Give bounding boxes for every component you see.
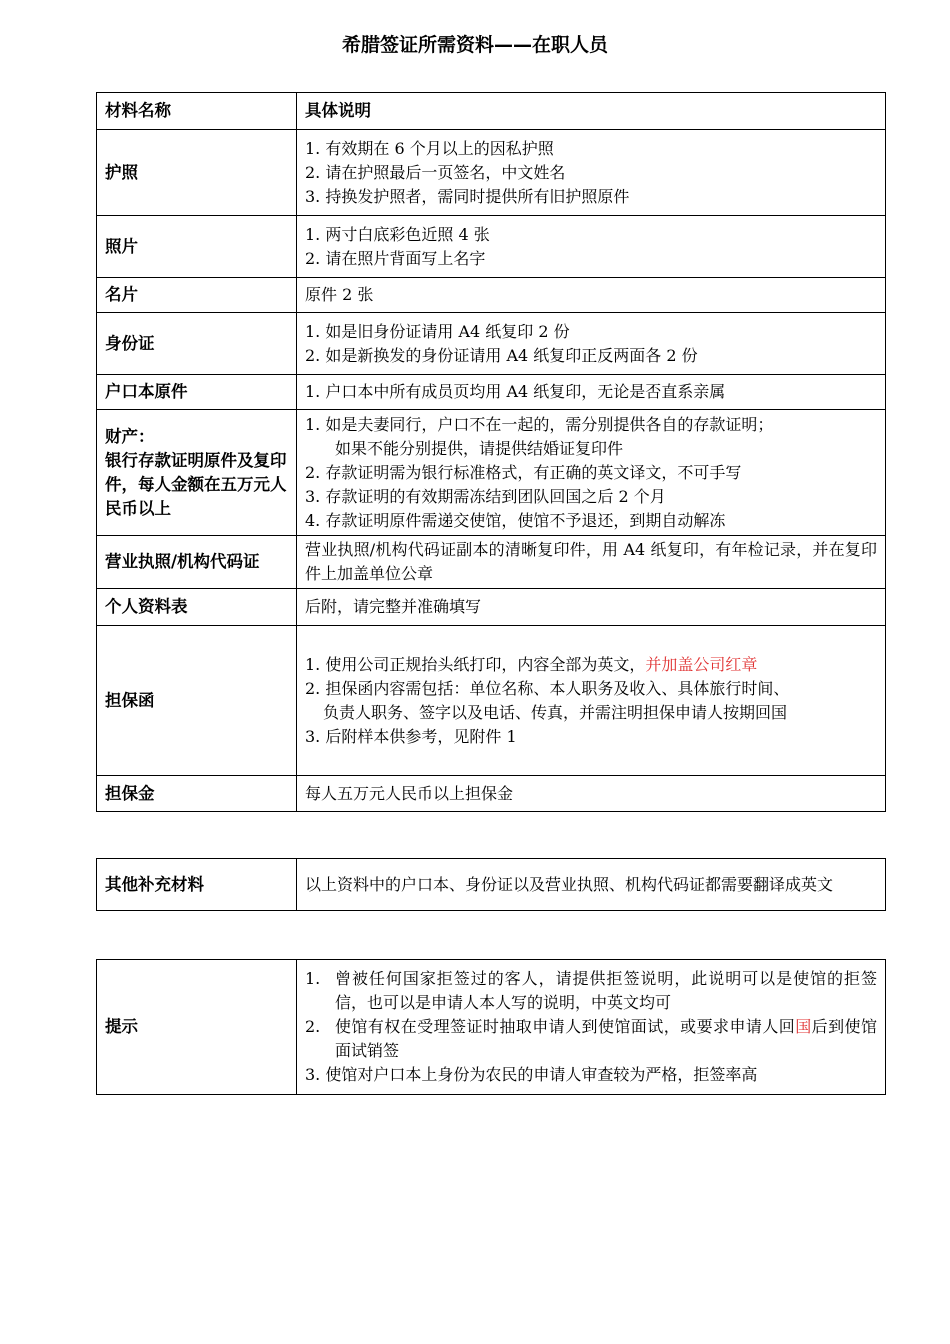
materials-table [96, 92, 886, 812]
desc-business-card: 原件 2 张 [297, 278, 886, 313]
property-line-2: 2. 存款证明需为银行标准格式，有正确的英文译文，不可手写 [305, 462, 742, 482]
row-photo [97, 216, 886, 278]
row-id-card [97, 313, 886, 375]
passport-line-2: 2. 请在护照最后一页签名，中文姓名 [305, 162, 566, 182]
label-passport: 护照 [97, 130, 297, 216]
property-label-detail: 银行存款证明原件及复印件，每人金额在五万元人民币以上 [105, 450, 287, 518]
tip-item-2-content [335, 1015, 877, 1063]
guarantee-line-1 [305, 653, 877, 677]
label-business-card: 名片 [97, 278, 297, 313]
tip-item-2 [305, 1015, 877, 1063]
label-guarantee-letter: 担保函 [97, 626, 297, 776]
property-line-4: 4. 存款证明原件需递交使馆，使馆不予退还，到期自动解冻 [305, 510, 726, 530]
row-property [97, 410, 886, 536]
label-hukou: 户口本原件 [97, 375, 297, 410]
label-tips: 提示 [97, 960, 297, 1095]
tip-item-2-number: 2. [305, 1017, 321, 1036]
guarantee-line-2b: 负责人职务、签字以及电话、传真，并需注明担保申请人按期回国 [323, 702, 788, 722]
desc-photo [297, 216, 886, 278]
label-property [97, 410, 297, 536]
label-deposit: 担保金 [97, 776, 297, 812]
row-business-card [97, 278, 886, 313]
desc-passport [297, 130, 886, 216]
passport-line-1: 1. 有效期在 6 个月以上的因私护照 [305, 138, 554, 158]
tip-item-2-end: 后到使馆面试销签 [335, 1017, 877, 1060]
desc-personal-form: 后附，请完整并准确填写 [297, 589, 886, 626]
row-other-materials [97, 859, 886, 911]
row-passport [97, 130, 886, 216]
header-description: 具体说明 [297, 93, 886, 130]
property-line-1b: 如果不能分别提供，请提供结婚证复印件 [335, 438, 624, 458]
tip-item-2-text: 使馆有权在受理签证时抽取申请人到使馆面试，或要求申请人回 [335, 1017, 796, 1036]
desc-business-license: 营业执照/机构代码证副本的清晰复印件，用 A4 纸复印，有年检记录，并在复印件上加盖单位公章 [297, 536, 886, 589]
id-card-line-1: 1. 如是旧身份证请用 A4 纸复印 2 份 [305, 321, 570, 341]
desc-hukou: 1. 户口本中所有成员页均用 A4 纸复印，无论是否直系亲属 [297, 375, 886, 410]
tip-item-1-number: 1. [305, 969, 321, 988]
tip-item-1 [305, 967, 877, 1015]
property-label-heading: 财产： [105, 426, 155, 446]
row-personal-form [97, 589, 886, 626]
desc-property [297, 410, 886, 536]
property-line-1a: 1. 如是夫妻同行，户口不在一起的，需分别提供各自的存款证明； [305, 414, 774, 434]
row-business-license [97, 536, 886, 589]
guarantee-line-1-red: 并加盖公司红章 [645, 654, 758, 674]
label-id-card: 身份证 [97, 313, 297, 375]
row-hukou [97, 375, 886, 410]
guarantee-line-1-text: 1. 使用公司正规抬头纸打印，内容全部为英文， [305, 654, 646, 674]
row-deposit [97, 776, 886, 812]
desc-id-card [297, 313, 886, 375]
photo-line-2: 2. 请在照片背面写上名字 [305, 248, 486, 268]
desc-deposit: 每人五万元人民币以上担保金 [297, 776, 886, 812]
guarantee-line-3: 3. 后附样本供参考，见附件 1 [305, 726, 517, 746]
photo-line-1: 1. 两寸白底彩色近照 4 张 [305, 224, 490, 244]
id-card-line-2: 2. 如是新换发的身份证请用 A4 纸复印正反两面各 2 份 [305, 345, 698, 365]
guarantee-line-2: 2. 担保函内容需包括：单位名称、本人职务及收入、具体旅行时间、 [305, 678, 790, 698]
tip-item-2-red: 国 [795, 1017, 812, 1036]
row-guarantee-letter [97, 626, 886, 776]
property-line-3: 3. 存款证明的有效期需冻结到团队回国之后 2 个月 [305, 486, 666, 506]
desc-tips [297, 960, 886, 1095]
header-material-name: 材料名称 [97, 93, 297, 130]
label-personal-form: 个人资料表 [97, 589, 297, 626]
table-header-row [97, 93, 886, 130]
tip-item-1-text: 曾被任何国家拒签过的客人，请提供拒签说明，此说明可以是使馆的拒签信，也可以是申请人本人写的说明，中英文均可 [335, 969, 877, 1012]
label-photo: 照片 [97, 216, 297, 278]
page-title: 希腊签证所需资料——在职人员 [341, 34, 608, 56]
desc-other-materials: 以上资料中的户口本、身份证以及营业执照、机构代码证都需要翻译成英文 [297, 859, 886, 911]
tips-table [96, 959, 886, 1095]
desc-guarantee-letter [297, 626, 886, 776]
label-business-license: 营业执照/机构代码证 [97, 536, 297, 589]
label-other-materials: 其他补充材料 [97, 859, 297, 911]
other-materials-table [96, 858, 886, 911]
tip-item-3: 3. 使馆对户口本上身份为农民的申请人审查较为严格，拒签率高 [305, 1065, 758, 1084]
passport-line-3: 3. 持换发护照者，需同时提供所有旧护照原件 [305, 186, 630, 206]
row-tips [97, 960, 886, 1095]
